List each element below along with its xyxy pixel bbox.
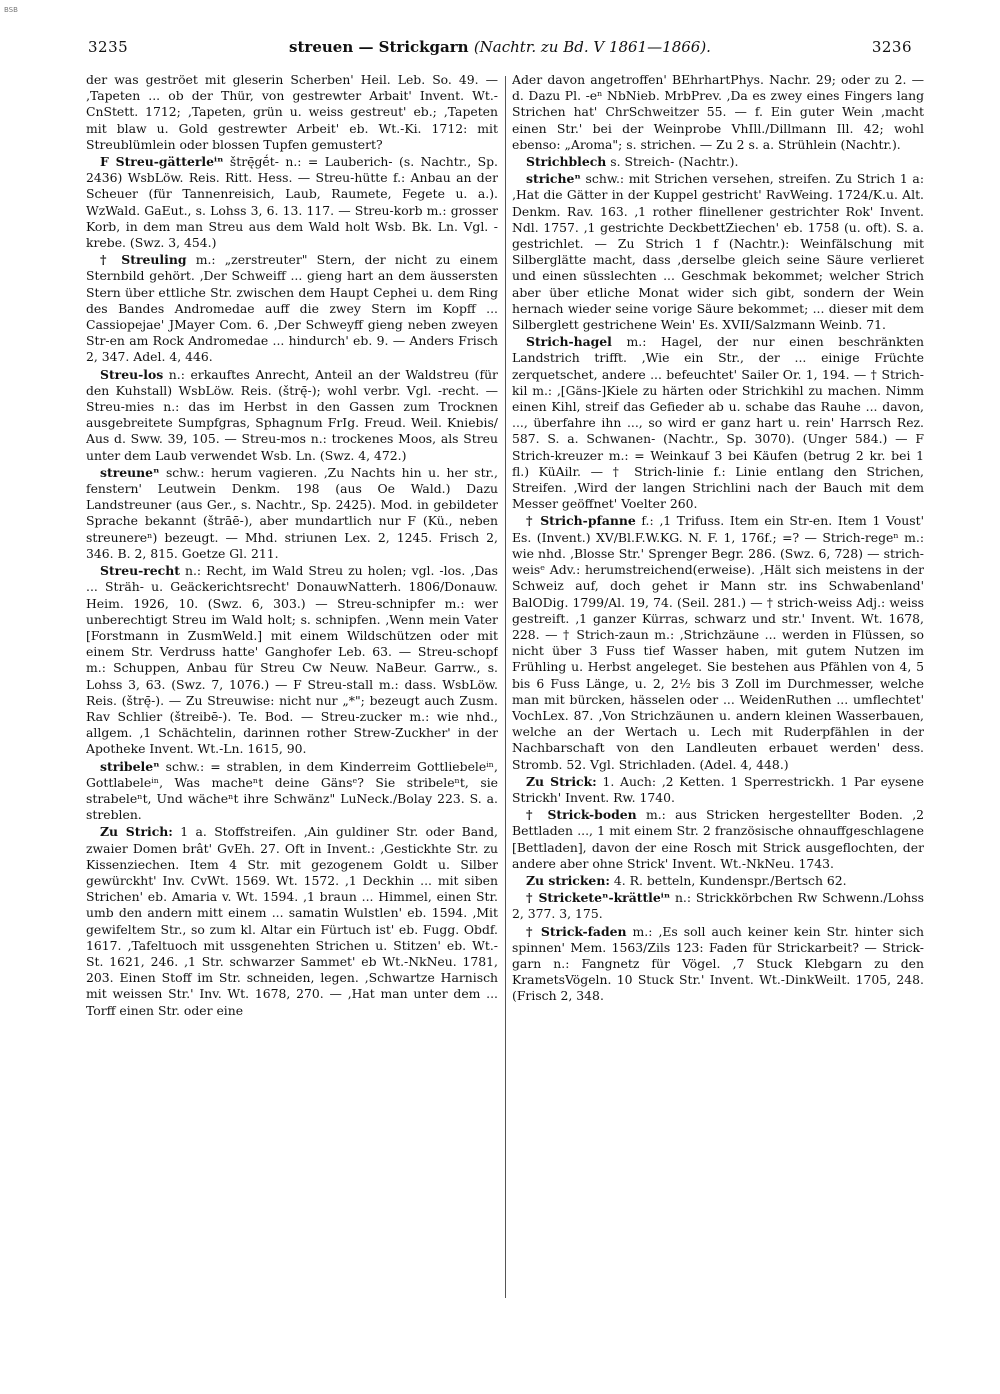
entry-headword: stribeleⁿ <box>100 758 160 774</box>
library-stamp: BSB <box>4 6 18 14</box>
page-body <box>86 72 924 1302</box>
entry-text: schw.: = strablen, in dem Kinderreim Gottliebeleⁱⁿ, Gottlabeleⁱⁿ, Was macheⁿt deine Gänsᵉ? Sie stribeleⁿt, sie strabeleⁿt, Und wächeⁿt ihre Schwänz" LuNeck./Bolay 223. S. a. streblen. <box>86 758 498 823</box>
entry-headword: † Strick-faden <box>526 923 627 939</box>
column-divider <box>505 76 506 1298</box>
entry-text: štrę̄gḗt- n.: = Lauberich- (s. Nachtr., Sp. 2436) WsbLöw. Reis. Ritt. Hess. — Streu-hütte f.: Anbau an der Scheuer (für Tannenreisich, Laub, Raumete, Fegete u. a.). WzWald. GaEut., s. Lohss 3, 6. 13. 117. — Streu-korb m.: grosser Korb, in dem man Streu aus dem Wald holt Wsb. Bk. Ln. Vgl. -krebe. (Swz. 3, 454.) <box>86 154 498 251</box>
entry-text: m.: aus Stricken hergestellter Boden. ‚2 Bettladen ..., 1 mit einem Str. 2 französische ohnauffgeschlagene [Bettladen], davon der eine Rosch mit Strick ausgeflochten, der andere aber ohne Strick' Invent. Wt.-NkNeu. 1743. <box>512 807 924 871</box>
entry-text: 1 a. Stoffstreifen. ‚Ain guldiner Str. oder Band, zwaier Domen brât' GvEh. 27. Oft in Invent.: ‚Gestickhte Str. zu Kissenziechen. Item 4 Str. mit gezogenem Goldt u. Silber gewürckht' Inv. CvWt. 1569. Wt. 1572. ‚1 Deckhin ... mit siben Strichen' eb. Amaria v. Wt. 1594. ‚1 braun ... Himmel, einen Str. umb den andern mitt einem ... samatin Wulstlen' eb. 1594. ‚Mit gewifeltem Str., so zum kl. Altar ein Fürtuch ist' eb. Fugg. Obdf. 1617. ‚Tafeltuoch mit ussgenehten Strichen u. Stitzen' eb. Wt.-St. 1621, 246. ‚1 Str. schwarzer Sammet' eb Wt.-NkNeu. 1781, 203. Einen Stoff im Str. schneiden, legen. ‚Schwartze Harnisch mit weissen Str.' Inv. Wt. 1678, 270. — ‚Hat man unter dem ... Torff einen Str. oder eine <box>86 824 498 1018</box>
entry-headword: † Stricketeⁿ-krättleⁱⁿ <box>526 890 671 906</box>
entry-headword: Zu Strick: <box>526 773 597 789</box>
dictionary-entry <box>512 924 924 1005</box>
left-column <box>86 72 498 1302</box>
dictionary-entry <box>512 774 924 806</box>
dictionary-entry <box>512 72 924 153</box>
entry-text: m.: Hagel, der nur einen beschränkten Landstrich trifft. ‚Wie ein Str., der ... einige Früchte zerquetschet, andere ... befeuchtet' Sailer Or. 1, 194. — † Strich-kil m.: ‚[Gäns-]Kiele zu härten oder Strichkihl zu machen. Nimm einen Kihl, streif das Gefieder ab u. schabe das Rauhe ... davon, ..., überfahre ihn ..., so wird er ganz hart u. rein' Harrsch Rez. 587. S. a. Schwanen- (Nachtr., Sp. 3070). (Unger 584.) — F Strich-kreuzer m.: = Weinkauf 3 bei Käufen (betrug 2 kr. bei 1 fl.) KüAilr. — † Strich-linie f.: Linie entlang den Strichen, Streifen. ‚Wird der langen Strichlini nach der Bauch mit dem Messer geöffnet' Voelter 260. <box>512 334 924 512</box>
entry-text: m.: „zerstreuter" Stern, der nicht zu einem Sternbild gehört. ‚Der Schweiff ... gieng hart an dem äussersten Stern über ettliche Str. zwischen dem Haupt Cephei u. dem Ring des Bandes Andromedae auff die zwey Stern im Kopff ... Cassiopejae' JMayer Com. 6. ‚Der Schweyff gieng neben zweyen Str-en am Rock Andromedae ... hindurch' eb. 9. — Anders Frisch 2, 347. Adel. 4, 446. <box>86 252 498 365</box>
dictionary-entry <box>86 252 498 365</box>
entry-headword: F Streu-gätterleⁱⁿ <box>100 154 224 170</box>
dictionary-entry <box>512 873 924 889</box>
entry-text: m.: ‚Es soll auch keiner kein Str. hinter sich spinnen' Mem. 1563/Zils 123: Faden für Strickarbeit? — Strick-garn n.: Fangnetz für Vögel. ‚7 Stuck Klebgarn zu den KrametsVögeln. 10 Stuck Str.' Invent. Wt.-DinkWeilt. 1705, 248. (Frisch 2, 348. <box>512 923 924 1004</box>
entry-text: s. Streich- (Nachtr.). <box>610 154 739 170</box>
entry-text: 4. R. betteln, Kundenspr./Bertsch 62. <box>613 872 847 888</box>
title-lemma: streuen — Strickgarn <box>289 38 469 56</box>
entry-headword: † Streuling <box>100 252 187 268</box>
dictionary-entry <box>512 171 924 333</box>
entry-headword: Zu Strich: <box>100 824 173 840</box>
entry-text: der was geströet mit gleserin Scherben' Heil. Leb. So. 49. — ‚Tapeten ... ob der Thür, von gestrewter Arbait' Invent. Wt.-CnStett. 1712; ‚Tapeten, grün u. weiss gestreut' eb.; ‚Tapeten mit blaw u. Gold gestrewter Arbeit' eb. Wt.-Ki. 1712: mit Streublümlein oder blossen Tupfen gemustert? <box>86 72 498 152</box>
title-note: (Nachtr. zu Bd. V 1861—1866). <box>473 38 711 56</box>
right-column <box>512 72 924 1302</box>
dictionary-entry <box>512 807 924 872</box>
dictionary-entry <box>86 465 498 562</box>
dictionary-entry <box>512 890 924 922</box>
dictionary-entry <box>86 367 498 464</box>
entry-text: f.: ‚1 Trifuss. Item ein Str-en. Item 1 Voust' Es. (Invent.) XV/Bl.F.W.KG. N. F. 1, 176f.; =? — Strich-regeⁿ m.: wie nhd. ‚Blosse Str.' Sprenger Begr. 286. (Swz. 6, 728) — strich-weisᵉ Adv.: herumstreichend(erweise). ‚Hält sich meistens in der Schweiz auf, doch gehet ir Mann str. ins Schwabenland' BalODig. 1799/Al. 19, 74. (Seil. 281.) — † strich-weiss Adj.: weiss gestreift. ‚1 ganzer Kürras, schwarz und str.' Invent. Wt. 1678, 228. — † Strich-zaun m.: ‚Strichzäune ... werden in Flüssen, so nicht über 3 Fuss tief Wasser haben, mit gutem Nutzen im Frühling u. Herbst angeleget. Sie bestehen aus Pfählen von 4, 5 bis 6 Fuss Länge, u. 2, 2½ bis 3 Zoll im Durchmesser, welche man mit bürcken, hässelen oder ... WeidenRuthen ... umflechtet' VochLex. 87. ‚Von Strichzäunen u. andern kleinen Wasserbauen, welche an der Wertach u. Lech mit Ruderpfählen in der Nachbarschaft von den Landleuten erbauet werden' dess. Stromb. 52. Vgl. Strichladen. (Adel. 4, 448.) <box>512 513 924 772</box>
page-number-right: 3236 <box>871 38 912 56</box>
dictionary-entry <box>86 759 498 824</box>
entry-headword: Streu-recht <box>100 563 180 579</box>
entry-headword: Streu-los <box>100 366 164 382</box>
dictionary-entry <box>86 824 498 1018</box>
entry-text: n.: Strickkörbchen Rw Schwenn./Lohss 2, 377. 3, 175. <box>512 890 924 922</box>
entry-text: schw.: herum vagieren. ‚Zu Nachts hin u. her str., fenstern' Leutwein Denkm. 198 (aus Oe Wald.) Dazu Landstreuner (aus Ger., s. Nachtr., Sp. 2425). Mod. in gebildeter Sprache bekannt (štrāē-), aber mundartlich nur F (Kü., neben streunereⁿ) bezeugt. — Mhd. striunen Lex. 2, 1245. Frisch 2, 346. B. 2, 815. Goetze Gl. 211. <box>86 464 498 561</box>
dictionary-entry <box>512 334 924 512</box>
dictionary-entry <box>86 154 498 251</box>
dictionary-entry <box>512 154 924 170</box>
entry-headword: streuneⁿ <box>100 464 160 480</box>
entry-headword: † Strick-boden <box>526 807 637 823</box>
entry-headword: stricheⁿ <box>526 171 581 187</box>
entry-text: 1. Auch: ‚2 Ketten. 1 Sperrestrickh. 1 Par eysene Strickh' Invent. Rw. 1740. <box>512 773 924 805</box>
entry-text: n.: erkauftes Anrecht, Anteil an der Waldstreu (für den Kuhstall) WsbLöw. Reis. (štrę̄-); wohl verbr. Vgl. -recht. — Streu-mies n.: das im Herbst in den Gassen zum Trocknen ausgebreitete Sumpfgras, Sphagnum FrIg. Freud. Weil. Kniebis/ Aus d. Sww. 39, 105. — Streu-mos n.: trockenes Moos, als Streu unter dem Laub verwendet Wsb. Ln. (Swz. 4, 472.) <box>86 366 498 463</box>
entry-headword: Strichblech <box>526 154 607 170</box>
page-header <box>88 36 912 62</box>
dictionary-entry <box>86 72 498 153</box>
dictionary-entry <box>86 563 498 757</box>
entry-headword: † Strich-pfanne <box>526 513 636 529</box>
entry-text: schw.: mit Strichen versehen, streifen. Zu Strich 1 a: ‚Hat die Gätter in der Kuppel gestricht' RavWeing. 1724/K.u. Alt. Denkm. Rav. 163. ‚1 rother flinellener gestrichter Rok' Invent. Ndl. 1757. ‚1 gestrichte DeckbettZiechen' eb. 1758 (u. oft). S. a. gestrichlet. — Zu Strich 1 f (Nachtr.): Weinfälschung mit Silberglätte macht, dass ‚derselbe gleich seine Säure verlieret und einen süsslechten ... Geschmak bekommet; welcher Strich aber über etliche Monat wider sich gibt, sondern der Wein hernach wieder seine vorige Säure bekommet; ... dieser mit dem Silberglett gestrichene Wein' Es. XVII/Salzmann Weinb. 71. <box>512 171 924 333</box>
running-title <box>88 38 912 56</box>
entry-headword: Strich-hagel <box>526 334 612 350</box>
dictionary-entry <box>512 513 924 772</box>
entry-headword: Zu stricken: <box>526 872 610 888</box>
entry-text: n.: Recht, im Wald Streu zu holen; vgl. -los. ‚Das ... Sträh- u. Geäckerichtsrecht' DonauwNatterh. 1806/Donauw. Heim. 1926, 10. (Swz. 6, 303.) — Streu-schnipfer m.: wer unberechtigt Streu im Wald holt; s. schnipfen. ‚Wenn mein Vater [Forstmann in ZusmWeld.] mit einem Wildschützen oder mit einem Str. Verdruss hatte' Ganghofer Leb. 63. — Streu-schopf m.: Schuppen, Anbau für Streu Cw Neuw. NaBeur. Garrw., s. Lohss 3, 63. (Swz. 7, 1076.) — F Streu-stall m.: dass. WsbLöw. Reis. (štrę̄-). — Zu Streuwise: nicht nur „*"; bezeugt auch Zusm. Rav Schlier (štreibē-). Te. Bod. — Streu-zucker m.: wie nhd., allgem. ‚1 Schächtelin, darinnen rother Strew-Zuckher' in der Apotheke Invent. Wt.-Ln. 1615, 90. <box>86 563 498 757</box>
entry-text: Ader davon angetroffen' BEhrhartPhys. Nachr. 29; oder zu 2. — d. Dazu Pl. -eⁿ NbNieb. MrbPrev. ‚Da es zwey eines Fingers lang Strichen hat' ChrSchweitzer 55. — f. Ein guter Wein ‚macht einen Str.' bei der Weinprobe VhIll./Dillmann Ill. 42; wohl ebenso: „Aroma"; s. strichen. — Zu 2 s. a. Strühlein (Nachtr.). <box>512 72 924 152</box>
page-number-left: 3235 <box>88 38 129 56</box>
